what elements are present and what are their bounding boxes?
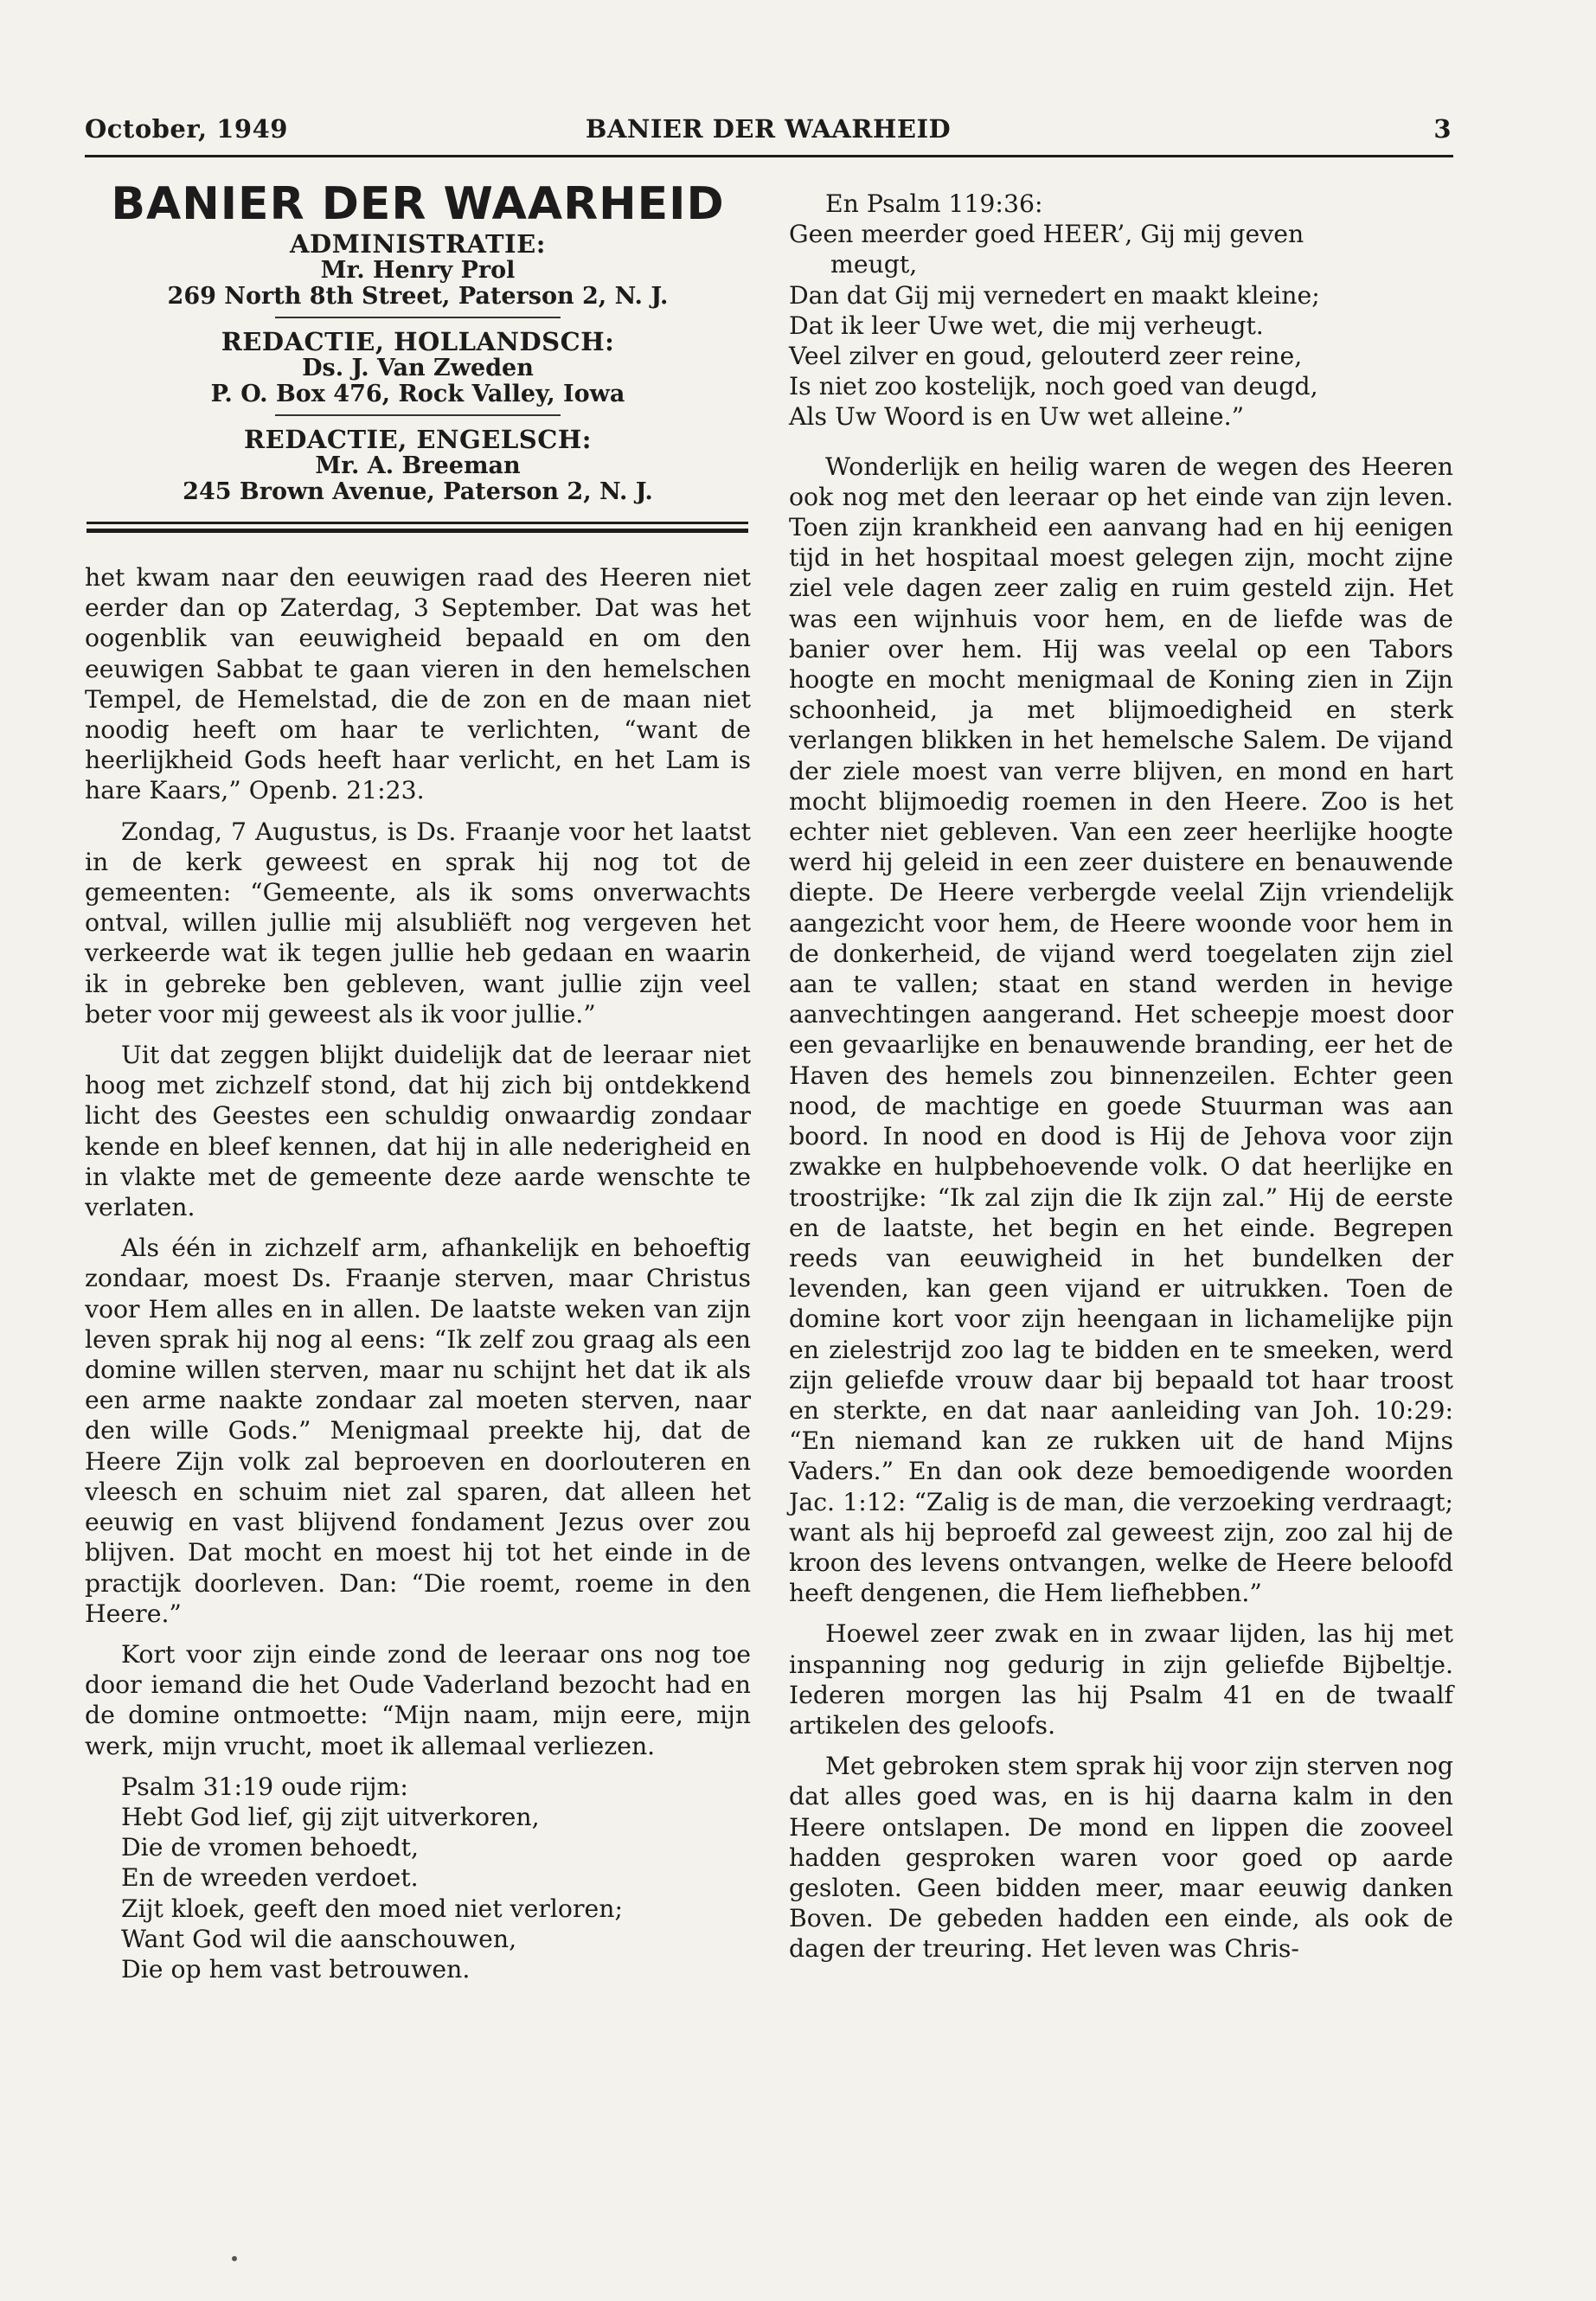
psalm-line: Die op hem vast betrouwen. (121, 1954, 471, 1984)
paragraph: Als één in zichzelf arm, afhankelijk en behoeftig zondaar, moest Ds. Fraanje sterven, maar Christus voor Hem alles en in allen. De laatste weken van zijn leven sprak hij nog al eens: “Ik zelf zou graag als een domine willen sterven, maar nu schijnt het dat ik als een arme naakte zondaar zal moeten sterven, naar den wille Gods.” Menigmaal preekte hij, dat de Heere Zijn volk zal beproeven en doorlouteren en vleesch en schuim niet zal sparen, dat alleen het eeuwig en vast blijvend fondament Jezus over zou blijven. Dat mocht en moest hij tot het einde in de practijk doorleven. Dan: “Die roemt, roeme in den Heere.” (85, 1234, 751, 1628)
psalm-line: Geen meerder goed HEER’, Gij mij geven (789, 220, 1304, 249)
right-column (789, 189, 1453, 1975)
paragraph: Wonderlijk en heilig waren de wegen des Heeren ook nog met den leeraar op het einde van zijn leven. Toen zijn krankheid een aanvang had en hij eenigen tijd in het hospitaal moest gelegen zijn, mocht zijne ziel vele dagen zeer zalig en ruim gesteld zijn. Het was een wijnhuis voor hem, en de liefde was de banier over hem. Hij was veelal op een Tabors hoogte en mocht menigmaal de Koning zien in Zijn schoonheid, ja met blijmoedigheid en sterk verlangen blikken in het hemelsche Salem. De vijand der ziele moest van verre blijven, en mond en hart mocht blijmoedig roemen in den Heere. Zoo is het echter niet gebleven. Van een zeer heerlijke hoogte werd hij geleid in een zeer duistere en benauwende diepte. De Heere verbergde veelal Zijn vriendelijk aangezicht voor hem, de Heere woonde voor hem in de donkerheid, de vijand werd toegelaten zijn ziel aan te vallen; staat en stand werden in hevige aanvechtingen aangerand. Het scheepje moest door een gevaarlijke en benauwende branding, eer het de Haven des hemels zou binnenzeilen. Echter geen nood, de machtige en goede Stuurman was aan boord. In nood en dood is Hij de Jehova voor zijn zwakke en hulpbehoevende volk. O dat heerlijke en troostrijke: “Ik zal zijn die Ik zijn zal.” Hij de eerste en de laatste, het begin en het einde. Begrepen reeds van eeuwigheid in het bundelken der levenden, kan geen vijand er uitrukken. Toen de domine kort voor zijn heengaan in lichamelijke pijn en zielestrijd zoo lag te bidden en te smeeken, werd zijn geliefde vrouw daar bij bepaald tot haar troost en sterkte, en dat naar aanleiding van Joh. 10:29: “En niemand kan ze rukken uit de hand Mijns Vaders.” En dan ook deze bemoedigende woorden Jac. 1:12: “Zalig is de man, die verzoeking verdraagt; want als hij beproefd zal geweest zijn, zoo zal hij de kroon des levens ontvangen, welke de Heere beloofd heeft dengenen, die Hem liefhebben.” (789, 452, 1453, 1608)
psalm-line: Want God wil die aanschouwen, (121, 1924, 517, 1953)
redactie-hollandsch-heading: REDACTIE, HOLLANDSCH: (221, 327, 615, 356)
paragraph: Hoewel zeer zwak en in zwaar lijden, las hij met inspanning nog gedurig in zijn geliefde Bijbeltje. Iederen morgen las hij Psalm 41 en de twaalf artikelen des geloofs. (789, 1619, 1453, 1740)
psalm-line: Zijt kloek, geeft den moed niet verloren; (121, 1894, 623, 1923)
left-column (85, 562, 751, 1997)
administratie-name: Mr. Henry Prol (320, 257, 516, 284)
masthead (85, 177, 751, 505)
masthead-rule-thick (87, 529, 748, 533)
paragraph: Met gebroken stem sprak hij voor zijn sterven nog dat alles goed was, en is hij daarna kalm in den Heere ontslapen. De mond en lippen die zooveel hadden gesproken waren voor goed op aarde gesloten. Geen bidden meer, maar eeuwig danken Boven. De gebeden hadden een einde, als ook de dagen der treuring. Het leven was Chris- (789, 1752, 1453, 1964)
psalm-line: Dan dat Gij mij vernedert en maakt kleine; (789, 280, 1320, 310)
psalm-line: meugt, (830, 250, 918, 279)
psalm-line: En de wreeden verdoet. (121, 1863, 419, 1893)
administratie-block (85, 231, 751, 310)
paragraph: het kwam naar den eeuwigen raad des Heeren niet eerder dan op Zaterdag, 3 September. Dat was het oogenblik van eeuwigheid bepaald en om den eeuwigen Sabbat te gaan vieren in den hemelschen Tempel, de Hemelstad, die de zon en de maan niet noodig heeft om haar te verlichten, “want de heerlijkheid Gods heeft haar verlicht, en het Lam is hare Kaars,” Openb. 21:23. (85, 563, 751, 805)
psalm-line: Die de vromen behoedt, (121, 1833, 420, 1862)
redactie-engelsch-block (85, 426, 751, 505)
psalm-line: Als Uw Woord is en Uw wet alleine.” (789, 402, 1245, 432)
psalm-line: Dat ik leer Uwe wet, die mij verheugt. (789, 311, 1264, 340)
redactie-hollandsch-block (85, 329, 751, 407)
administratie-heading: ADMINISTRATIE: (290, 229, 546, 259)
running-title: BANIER DER WAARHEID (585, 114, 952, 144)
psalm-line: Veel zilver en goud, gelouterd zeer reine, (789, 342, 1303, 371)
paragraph: Zondag, 7 Augustus, is Ds. Fraanje voor het laatst in de kerk geweest en sprak hij nog tot de gemeenten: “Gemeente, als ik soms onverwachts ontval, willen jullie mij alsubliëft nog vergeven het verkeerde wat ik tegen jullie heb gedaan en waarin ik in gebreke ben gebleven, want jullie zijn veel beter voor mij geweest als ik voor jullie.” (85, 817, 751, 1029)
paragraph: Kort voor zijn einde zond de leeraar ons nog toe door iemand die het Oude Vaderland bezocht had en de domine ontmoette: “Mijn naam, mijn eere, mijn werk, mijn vrucht, moet ik allemaal verliezen. (85, 1639, 751, 1760)
masthead-divider (275, 317, 561, 318)
redactie-engelsch-heading: REDACTIE, ENGELSCH: (244, 425, 592, 454)
psalm-119-verse (789, 189, 1453, 433)
redactie-hollandsch-name: Ds. J. Van Zweden (302, 355, 534, 381)
scan-speck (232, 2256, 237, 2261)
paragraph: Uit dat zeggen blijkt duidelijk dat de leeraar niet hoog met zichzelf stond, dat hij zich bij ontdekkend licht des Geestes een schuldig onwaardig zondaar kende en bleef kennen, dat hij in alle nederigheid en in vlakte met de gemeente deze aarde wenschte te verlaten. (85, 1041, 751, 1222)
psalm-line: Hebt God lief, gij zijt uitverkoren, (121, 1802, 540, 1831)
administratie-address: 269 North 8th Street, Paterson 2, N. J. (167, 283, 669, 310)
psalm-line: Is niet zoo kostelijk, noch goed van deugd, (789, 372, 1318, 401)
psalm-31-verse (85, 1772, 751, 1984)
masthead-rule-thin (87, 522, 748, 524)
issue-date: October, 1949 (85, 114, 288, 144)
page-number: 3 (1433, 114, 1452, 144)
psalm-intro: En Psalm 119:36: (825, 189, 1043, 218)
redactie-engelsch-address: 245 Brown Avenue, Paterson 2, N. J. (183, 478, 653, 505)
masthead-divider (275, 414, 561, 416)
psalm-intro: Psalm 31:19 oude rijm: (121, 1772, 408, 1801)
header-rule (85, 155, 1453, 157)
redactie-hollandsch-address: P. O. Box 476, Rock Valley, Iowa (210, 381, 625, 407)
redactie-engelsch-name: Mr. A. Breeman (315, 452, 521, 479)
masthead-title: BANIER DER WAARHEID (111, 178, 725, 230)
